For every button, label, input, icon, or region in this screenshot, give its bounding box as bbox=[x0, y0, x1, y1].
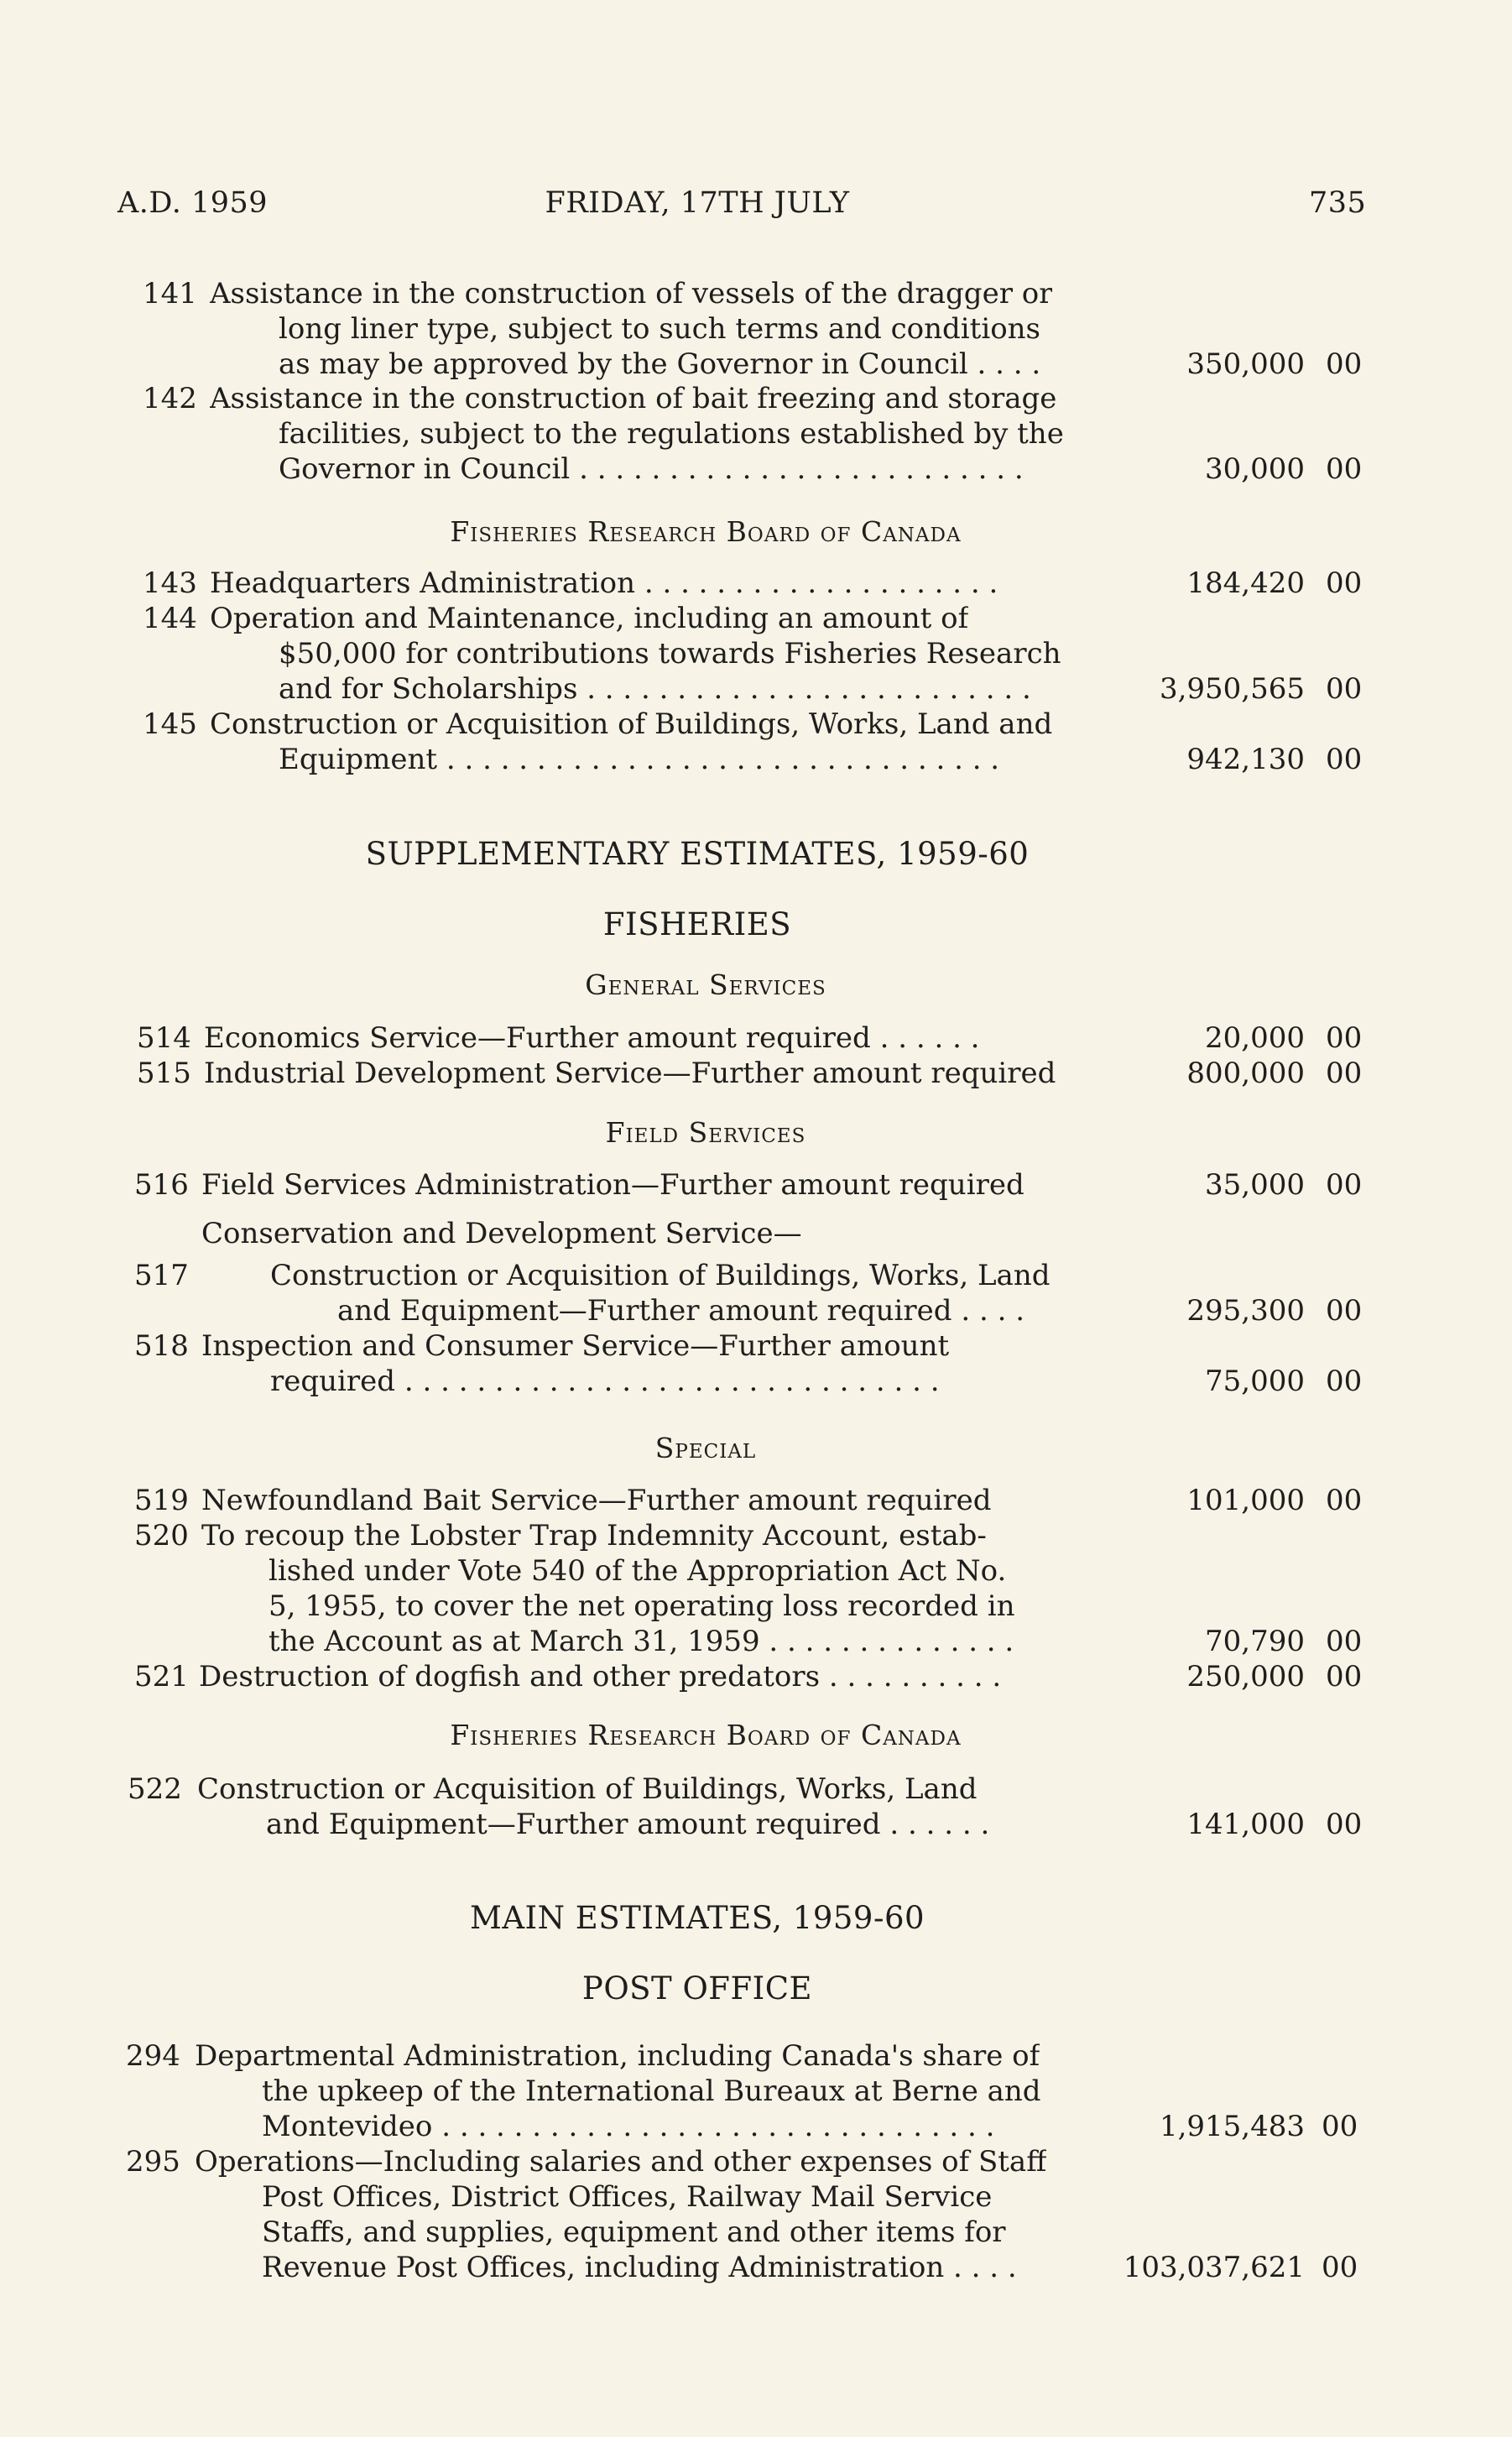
header-year: A.D. 1959 bbox=[117, 186, 269, 220]
vote-description-line: 5, 1955, to cover the net operating loss recorded in bbox=[269, 1589, 1015, 1623]
vote-description-line: Field Services Administration—Further amount required bbox=[201, 1168, 1025, 1202]
vote-description-line: $50,000 for contributions towards Fisheries Research bbox=[279, 637, 1061, 671]
vote-cents: 00 bbox=[1326, 452, 1363, 486]
vote-amount: 350,000 bbox=[1186, 347, 1305, 381]
vote-description-line: Construction or Acquisition of Buildings, Works, Land bbox=[270, 1259, 1051, 1292]
vote-amount: 75,000 bbox=[1205, 1365, 1305, 1398]
vote-description-line: Staffs, and supplies, equipment and other items for bbox=[262, 2215, 1006, 2249]
vote-number: 522 bbox=[128, 1772, 182, 1806]
vote-cents: 00 bbox=[1326, 1484, 1363, 1517]
vote-description-line: Newfoundland Bait Service—Further amount required bbox=[201, 1484, 992, 1517]
vote-cents: 00 bbox=[1326, 1057, 1363, 1090]
vote-description-line: Montevideo . . . . . . . . . . . . . . . . . . . . . . . . . . . . . . . bbox=[262, 2110, 995, 2143]
vote-cents: 00 bbox=[1326, 347, 1363, 381]
vote-amount: 20,000 bbox=[1205, 1021, 1305, 1055]
vote-description-line: Headquarters Administration . . . . . . . . . . . . . . . . . . . . bbox=[210, 566, 998, 600]
vote-description-line: Operations—Including salaries and other expenses of Staff bbox=[195, 2145, 1047, 2179]
section-heading: Special bbox=[654, 1432, 757, 1464]
vote-description-line: To recoup the Lobster Trap Indemnity Account, estab- bbox=[201, 1519, 987, 1552]
vote-description-line: Revenue Post Offices, including Administration . . . . bbox=[262, 2251, 1017, 2284]
vote-number: 521 bbox=[134, 1660, 189, 1693]
vote-amount: 101,000 bbox=[1186, 1484, 1305, 1517]
vote-description-line: Assistance in the construction of bait freezing and storage bbox=[210, 382, 1057, 415]
vote-number: 514 bbox=[137, 1021, 191, 1055]
vote-cents: 00 bbox=[1326, 1021, 1363, 1055]
vote-amount: 103,037,621 bbox=[1123, 2251, 1305, 2284]
page-number: 735 bbox=[1309, 186, 1367, 220]
vote-amount: 35,000 bbox=[1205, 1168, 1305, 1202]
vote-description-line: and for Scholarships . . . . . . . . . . . . . . . . . . . . . . . . . bbox=[279, 672, 1031, 706]
vote-cents: 00 bbox=[1326, 672, 1363, 706]
vote-description-line: Construction or Acquisition of Buildings, Works, Land and bbox=[210, 707, 1053, 741]
vote-number: 516 bbox=[134, 1168, 189, 1202]
section-heading: Fisheries Research Board of Canada bbox=[450, 515, 962, 548]
section-heading: General Services bbox=[585, 968, 826, 1001]
vote-number: 145 bbox=[143, 707, 197, 741]
vote-amount: 30,000 bbox=[1205, 452, 1305, 486]
vote-cents: 00 bbox=[1326, 1294, 1363, 1328]
section-heading: Fisheries Research Board of Canada bbox=[450, 1719, 962, 1751]
vote-number: 294 bbox=[126, 2039, 180, 2073]
vote-cents: 00 bbox=[1322, 2110, 1358, 2143]
vote-description-line: and Equipment—Further amount required . . . . . . bbox=[266, 1808, 990, 1841]
vote-description-line: Industrial Development Service—Further amount required bbox=[204, 1057, 1056, 1090]
header-date: FRIDAY, 17TH JULY bbox=[545, 186, 850, 220]
section-heading: Field Services bbox=[605, 1116, 806, 1149]
vote-number: 515 bbox=[137, 1057, 191, 1090]
vote-description-line: Inspection and Consumer Service—Further amount bbox=[201, 1329, 950, 1363]
vote-cents: 00 bbox=[1326, 1808, 1363, 1841]
vote-cents: 00 bbox=[1326, 1625, 1363, 1658]
vote-cents: 00 bbox=[1326, 1660, 1363, 1693]
vote-cents: 00 bbox=[1326, 743, 1363, 776]
vote-number: 142 bbox=[143, 382, 197, 415]
vote-amount: 942,130 bbox=[1186, 743, 1305, 776]
vote-amount: 295,300 bbox=[1186, 1294, 1305, 1328]
vote-cents: 00 bbox=[1326, 1168, 1363, 1202]
section-title: POST OFFICE bbox=[581, 1970, 813, 2006]
vote-number: 518 bbox=[134, 1329, 189, 1363]
vote-description-line: the Account as at March 31, 1959 . . . . . . . . . . . . . . bbox=[269, 1625, 1014, 1658]
vote-description-line: Construction or Acquisition of Buildings, Works, Land bbox=[197, 1772, 978, 1806]
vote-amount: 3,950,565 bbox=[1159, 672, 1305, 706]
vote-number: 517 bbox=[134, 1259, 189, 1292]
vote-number: 144 bbox=[143, 602, 197, 635]
vote-amount: 70,790 bbox=[1205, 1625, 1305, 1658]
vote-description-line: Equipment . . . . . . . . . . . . . . . . . . . . . . . . . . . . . . . bbox=[279, 743, 1000, 776]
vote-description-line: lished under Vote 540 of the Appropriation Act No. bbox=[269, 1554, 1007, 1588]
vote-description-line: Destruction of dogfish and other predators . . . . . . . . . . bbox=[199, 1660, 1002, 1693]
vote-cents: 00 bbox=[1326, 1365, 1363, 1398]
vote-number: 143 bbox=[143, 566, 197, 600]
section-title: FISHERIES bbox=[602, 906, 792, 942]
vote-number: 519 bbox=[134, 1484, 189, 1517]
vote-description-line: the upkeep of the International Bureaux at Berne and bbox=[262, 2074, 1041, 2108]
vote-description-line: and Equipment—Further amount required . . . . bbox=[337, 1294, 1025, 1328]
vote-description-line: facilities, subject to the regulations established by the bbox=[279, 417, 1064, 451]
vote-amount: 250,000 bbox=[1186, 1660, 1305, 1693]
vote-description-line: Post Offices, District Offices, Railway Mail Service bbox=[262, 2180, 993, 2214]
vote-number: 295 bbox=[126, 2145, 180, 2179]
vote-description-line: Economics Service—Further amount required . . . . . . bbox=[204, 1021, 980, 1055]
vote-number: 520 bbox=[134, 1519, 189, 1552]
vote-description-line: Assistance in the construction of vessels of the dragger or bbox=[210, 277, 1053, 310]
vote-description-line: Departmental Administration, including Canada's share of bbox=[195, 2039, 1040, 2073]
vote-amount: 1,915,483 bbox=[1159, 2110, 1305, 2143]
vote-cents: 00 bbox=[1326, 566, 1363, 600]
vote-amount: 800,000 bbox=[1186, 1057, 1305, 1090]
section-title: SUPPLEMENTARY ESTIMATES, 1959-60 bbox=[365, 836, 1030, 872]
vote-number: 141 bbox=[143, 277, 197, 310]
vote-description-line: as may be approved by the Governor in Council . . . . bbox=[279, 347, 1041, 381]
vote-description-line: long liner type, subject to such terms and conditions bbox=[279, 312, 1041, 346]
vote-amount: 184,420 bbox=[1186, 566, 1305, 600]
vote-description-line: Governor in Council . . . . . . . . . . . . . . . . . . . . . . . . . bbox=[279, 452, 1024, 486]
sub-heading: Conservation and Development Service— bbox=[201, 1217, 802, 1250]
vote-amount: 141,000 bbox=[1186, 1808, 1305, 1841]
vote-description-line: Operation and Maintenance, including an amount of bbox=[210, 602, 969, 635]
section-title: MAIN ESTIMATES, 1959-60 bbox=[469, 1900, 925, 1936]
vote-description-line: required . . . . . . . . . . . . . . . . . . . . . . . . . . . . . . bbox=[270, 1365, 940, 1398]
vote-cents: 00 bbox=[1322, 2251, 1358, 2284]
